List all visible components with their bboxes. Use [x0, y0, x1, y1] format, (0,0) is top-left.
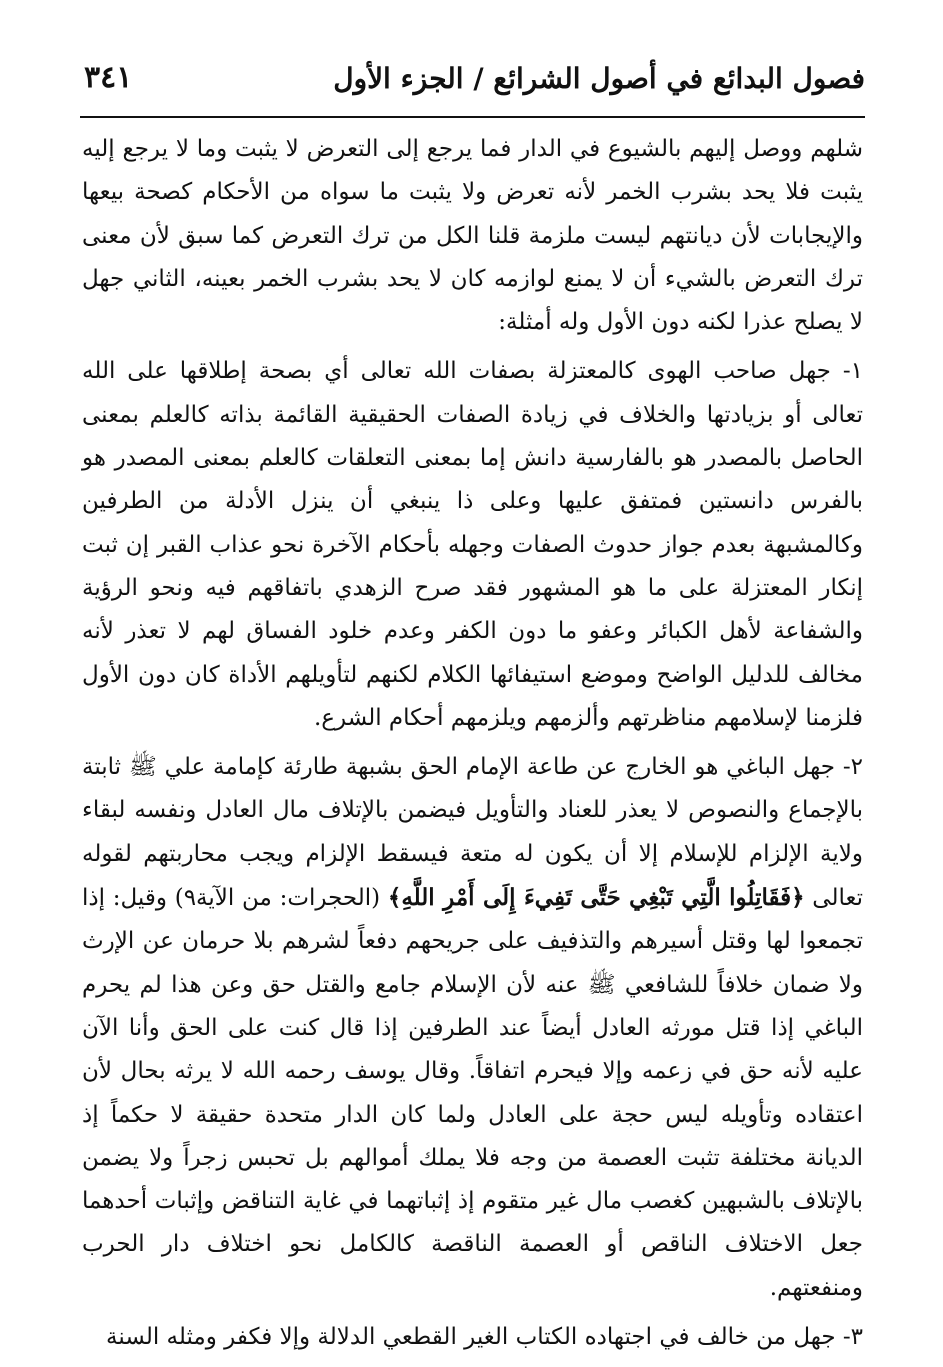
paragraph-item-2 — [82, 746, 863, 1310]
header-divider — [80, 116, 865, 118]
page-number: ٣٤١ — [84, 60, 133, 95]
running-title: فصول البدائع في أصول الشرائع / الجزء الأول — [333, 62, 865, 95]
paragraph-item-3: ٣- جهل من خالف في اجتهاده الكتاب الغير القطعي الدلالة وإلا فكفر ومثله السنة — [106, 1324, 863, 1351]
quran-verse: ﴿فَقَاتِلُوا الَّتِي تَبْغِي حَتَّى تَفِيءَ إِلَى أَمْرِ اللَّهِ﴾ — [387, 884, 805, 912]
paragraph-item-2-text-after: (الحجرات: من الآية٩) وقيل: إذا تجمعوا لها وقتل أسيرهم والتذفيف على جريحهم دفعاً لشرهم بلا حرمان عن الإرث ولا ضمان خلافاً للشافعي ﷺ عنه لأن الإسلام جامع والقتل حق وعن هذا لم يحرم الباغي إذا قتل مورثه العادل أيضاً عند الطرفين إذا قال كنت على الحق وأنا الآن عليه لأنه حق في زعمه وإلا فيحرم اتفاقاً. وقال يوسف رحمه الله لا يرثه بحال لأن اعتقاده وتأويله ليس حجة على العادل ولما كان الدار متحدة حقيقة لا حكماً إذ الديانة مختلفة تثبت العصمة من وجه فلا يملك أموالهم بل تحبس زجراً ولا يضمن بالإتلاف بالشبهين كغصب مال غير متقوم إذ إثباتهما في غاية التناقض وإثبات أحدهما جعل الاختلاف الناقص أو العصمة الناقصة كالكامل نحو اختلاف دار الحرب ومنفعتهم. — [82, 885, 863, 1301]
main-text — [82, 128, 863, 1359]
paragraph-intro: شلهم ووصل إليهم بالشيوع في الدار فما يرجع إلى التعرض لا يثبت وما لا يرجع إليه يثبت فلا يحد بشرب الخمر لأنه تعرض ولا يثبت ما سواه من الأحكام كصحة بيعها والإيجابات لأن ديانتهم ليست ملزمة قلنا الكل من ترك التعرض كما سبق لأن معنى ترك التعرض بالشيء أن لا يمنع لوازمه كان لا يحد بشرب الخمر بعينه، الثاني جهل لا يصلح عذرا لكنه دون الأول وله أمثلة: — [82, 136, 863, 336]
paragraph-item-1: ١- جهل صاحب الهوى كالمعتزلة بصفات الله تعالى أي بصحة إطلاقها على الله تعالى أو بزيادتها والخلاف في زيادة الصفات الحقيقية القائمة بذاته كالعلم بمعنى الحاصل بالمصدر هو بالفارسية دانش إما بمعنى التعلقات كالعلم بمعنى المصدر هو بالفرس دانستين فمتفق عليها وعلى ذا ينبغي أن ينزل الأدلة من الطرفين وكالمشبهة بعدم جواز حدوث الصفات وجهله بأحكام الآخرة نحو عذاب القبر إن ثبت إنكار المعتزلة على ما هو المشهور فقد صرح الزهدي باتفاقهم فيه ونحو الرؤية والشفاعة لأهل الكبائر وعفو ما دون الكفر وعدم خلود الفساق لهم لا تعذر لأنه مخالف للدليل الواضح وموضع استيفائها الكلام لكنهم لتأويلهم الأداة كان دون الأول فلزمنا لإسلامهم مناظرتهم وألزمهم ويلزمهم أحكام الشرع. — [82, 358, 863, 731]
page-header — [80, 56, 865, 116]
paragraph-item-2-text-before: ٢- جهل الباغي هو الخارج عن طاعة الإمام الحق بشبهة طارئة كإمامة علي ﷺ ثابتة بالإجماع والنصوص لا يعذر للعناد والتأويل فيضمن بالإتلاف مال العادل ونفسه لبقاء ولاية الإلزام للإسلام إلا أن يكون له متعة فيسقط الإلزام ويجب محاربتهم لقوله تعالى — [82, 754, 863, 912]
